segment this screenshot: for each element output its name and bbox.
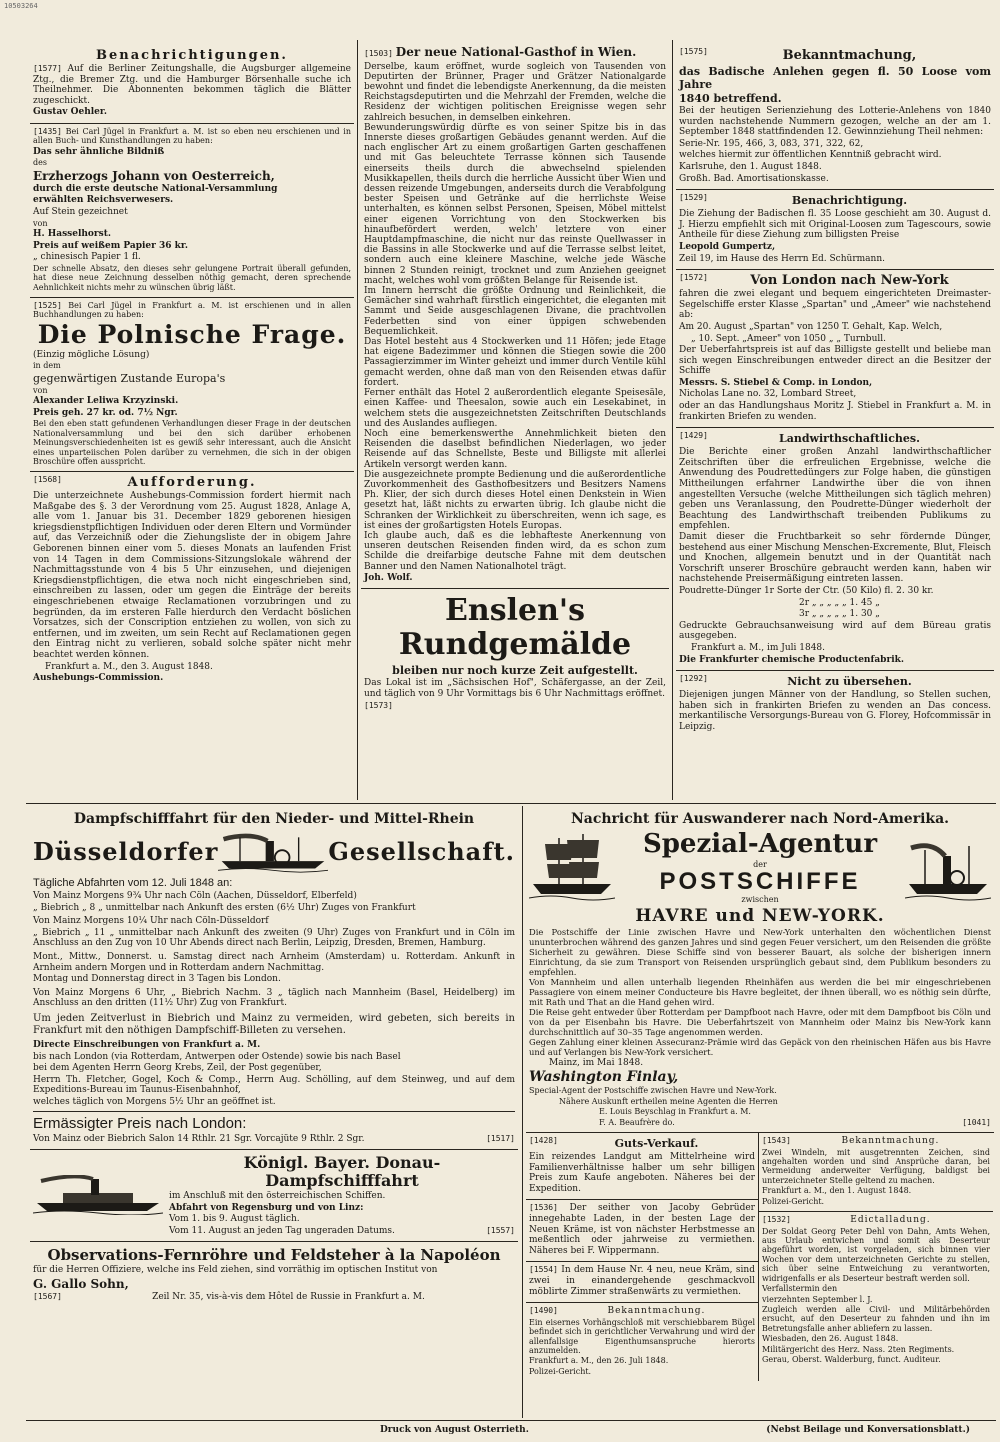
divider bbox=[33, 1111, 515, 1112]
ad-number: [1503] bbox=[364, 49, 393, 58]
ad-firm: Messrs. S. Stiebel & Comp. in London, bbox=[679, 377, 873, 388]
ad-title: Guts-Verkauf. bbox=[614, 1137, 699, 1151]
ad-title: Königl. Bayer. Donau-Dampfschifffahrt bbox=[243, 1153, 441, 1191]
ad-line: bis nach London (via Rotterdam, Antwerpen oder Ostende) sowie bis nach Basel bbox=[33, 1051, 401, 1062]
ad-date: Frankfurt a. M., den 3. August 1848. bbox=[45, 661, 213, 672]
ad-number: [1435] bbox=[33, 126, 62, 136]
ad-company-right: Gesellschaft. bbox=[328, 837, 515, 866]
ad-schedule-row: Mont., Mittw., Donnerst. u. Samstag direct nach Arnheim (Amsterdam) u. Rotterdam. Ankunft in Arnheim andern Morgen und in Rotterdam andern Nachmittag. bbox=[33, 951, 515, 973]
ad-number: [1567] bbox=[33, 1292, 62, 1302]
ad-portrait bbox=[30, 124, 354, 298]
ad-text: Die unterzeichnete Aushebungs-Commission fordert hiermit nach Maßgabe des §. 3 der Verordnung vom 25. August 1828, Anlage A, alle vom 1. Januar bis 31. December 1829 geborenen hiesigen kriegsdienstpflichtigen Individuen oder deren Eltern und Vormünder auf, das Verzeichniß oder die Ziehungsliste der in obigem Jahre Geborenen binnen einer vom 5. dieses Monats an laufenden Frist von 14 Tagen in dem Commissions-Sitzungslokale während der Nachmittagsstunde von 4 bis 5 Uhr einzusehen, und diejenigen Kriegsdienstpflichtigen, die etwa noch nicht eingeschrieben sind, einschreiben zu lassen, oder um gegen die Einträge der bereits eingeschriebenen etwaige Reclamationen vorzubringen und zu begründen, da im ersteren Falle hierdurch den Verdacht böslichen Vorsatzes, sich der Conscription entziehen zu wollen, von sich zu entfernen, und im zweiten, um sein Recht auf Reclamationen gegen den Eintrag nicht zu verlieren, sobald solche später nicht mehr beachtet werden können. bbox=[33, 491, 351, 660]
ad-date: Frankfurt a. M., im Juli 1848. bbox=[691, 642, 826, 653]
ad-signature: Aushebungs-Commission. bbox=[33, 673, 164, 684]
small-ads-row bbox=[526, 1133, 994, 1381]
ad-text: Nähere Auskunft ertheilen meine Agenten die Herren bbox=[559, 1096, 778, 1106]
ad-text: Zugleich werden alle Civil- und Militärbehörden ersucht, auf den Deserteur zu fahnden und ihn im Betretungsfalle anher abliefern zu lassen. bbox=[762, 1304, 990, 1333]
ad-national-gasthof bbox=[361, 44, 669, 589]
ad-schedule-row: Von Mainz Morgens 10¼ Uhr nach Cöln-Düsseldorf bbox=[33, 916, 269, 927]
ad-line: Verfallstermin den bbox=[762, 1284, 838, 1294]
ad-number: [1525] bbox=[33, 300, 62, 310]
bottom-right-column bbox=[526, 808, 994, 1418]
section-rule bbox=[26, 803, 996, 804]
ad-line: bei dem Agenten Herrn Georg Krebs, Zeil, der Post gegenüber, bbox=[33, 1063, 322, 1074]
ad-address: Zeil Nr. 35, vis-à-vis dem Hôtel de Russie in Frankfurt a. M. bbox=[152, 1292, 425, 1303]
ad-headline: Die Polnische Frage. bbox=[37, 319, 347, 349]
footer-rule bbox=[26, 1420, 996, 1421]
ad-price: Preis geh. 27 kr. od. 7½ Ngr. bbox=[33, 407, 178, 418]
ad-text: Bei den eben statt gefundenen Verhandlungen dieser Frage in der deutschen Nationalversammlung und bei den sich darüber erhobenen Meinungsverschiedenheiten ist es gewiß sehr interessant, auch die Ansicht eines unparteiischen Polen darüber zu vernehmen, die sich in der obigen Broschüre offen ausspricht. bbox=[33, 419, 351, 466]
column-rule bbox=[672, 40, 673, 800]
ad-line: Abfahrt von Regensburg und von Linz: bbox=[169, 1202, 364, 1213]
ad-badische-anlehen bbox=[676, 44, 994, 190]
ad-line: Auf Stein gezeichnet bbox=[33, 206, 128, 217]
ad-line: welches täglich von Morgens 5½ Uhr an geöffnet ist. bbox=[33, 1096, 276, 1107]
ad-title: Spezial-Agentur bbox=[642, 829, 878, 859]
ad-agent: E. Louis Beyschlag in Frankfurt a. M. bbox=[599, 1107, 751, 1117]
ad-newspaper-subscription bbox=[30, 44, 354, 124]
ad-edictalladung bbox=[759, 1212, 993, 1369]
ad-nicht-zu-uebersehen bbox=[676, 671, 994, 737]
ad-signature: Die Frankfurter chemische Productenfabrik. bbox=[679, 654, 905, 665]
column-2 bbox=[361, 44, 669, 800]
ad-subtitle: Tägliche Abfahrten vom 12. Juli 1848 an: bbox=[33, 877, 233, 889]
ad-number: [1573] bbox=[364, 700, 393, 710]
ad-address: Nicholas Lane no. 32, Lombard Street, bbox=[679, 389, 857, 400]
ad-text: Die Ziehung der Badischen fl. 35 Loose geschieht am 30. August d. J. Hierzu empfiehlt sich mit Original-Loosen zum Tagescours, sowie Antheile für diese Ziehung zum billigsten Preise bbox=[679, 209, 991, 241]
ad-line: H. Hasselhorst. bbox=[33, 228, 112, 239]
ad-text: Die Postschiffe der Linie zwischen Havre und New-York unterhalten den wöchentlichen Dienst ununterbrochen während des ganzen Jahres und sind gegen Feuer versichert, um den Reisenden die größte Sicherheit zu gewähren. Diese Schiffe sind von besserer Bauart, als solche der bisherigen innern Einrichtung, da sie zum Transport von Reisenden ursprünglich gebaut sind, dem Publikum besonders zu empfehlen. Von Mannheim und allen unterhalb liegenden Rheinhäfen aus werden die bei mir eingeschriebenen Passagiere von einem meiner Conducteure bis Havre begleitet, der ihnen überall, wo es nöthig sein dürfte, mit Rath und That an die Hand gehen wird. Die Reise geht entweder über Rotterdam per Dampfboot nach Havre, oder mit dem Dampfboot bis Cöln und von da per Eisenbahn bis Havre. Die Ueberfahrtszeit von Mannheim oder Mainz bis New-York kann durchschnittlich auf 30–35 Tage angenommen werden. Gegen Zahlung einer kleinen Assecuranz-Prämie wird das Gepäck von den rheinischen Häfen aus bis Havre und auf Verlangen bis New-York versichert. bbox=[529, 926, 991, 1057]
ad-title: Dampfschifffahrt für den Nieder- und Mittel-Rhein bbox=[73, 811, 475, 827]
ad-headline: Erzherzogs Johann von Oesterreich, bbox=[33, 168, 275, 183]
ad-signature: Gerau, Oberst. Walderburg, funct. Auditeur. bbox=[762, 1354, 941, 1364]
steamship-icon bbox=[218, 830, 328, 874]
ad-headline: Nachricht für Auswanderer nach Nord-Amerika. bbox=[570, 811, 950, 827]
ad-text: Zwei Windeln, mit ausgetrennten Zeichen, sind angehalten worden und sind Ansprüche daran, bei Vermeidung anderweiter Verfügung, baldigst bei unterzeichneter Stelle geltend zu machen. bbox=[762, 1147, 990, 1185]
ad-polish-question bbox=[30, 298, 354, 472]
ad-text: Auf die Berliner Zeitungshalle, die Augsburger allgemeine Ztg., die Bremer Ztg. und die Hamburger Börsenhalle suche ich Theilnehmer. Die Abonnenten bekommen täglich die Blätter zugeschickt. bbox=[33, 64, 351, 106]
ad-summons bbox=[30, 472, 354, 688]
ad-company-left: Düsseldorfer bbox=[33, 837, 219, 866]
ad-title: Bekanntmachung. bbox=[841, 1136, 940, 1147]
ad-agent: F. A. Beaufrère do. bbox=[599, 1117, 675, 1127]
steamship-icon bbox=[33, 1175, 163, 1215]
ad-line: Directe Einschreibungen von Frankfurt a. M. bbox=[33, 1039, 261, 1050]
ad-line: zwischen bbox=[741, 895, 779, 905]
ad-number: [1490] bbox=[529, 1306, 558, 1316]
ad-text: Das Lokal ist im „Sächsischen Hof", Schäfergasse, an der Zeil, und täglich von 9 Uhr Vormittags bis 6 Uhr Nachmittags eröffnet. bbox=[364, 678, 666, 699]
ad-number: [1428] bbox=[529, 1136, 558, 1146]
ad-signature-title: Special-Agent der Postschiffe zwischen Havre und New-York. bbox=[529, 1086, 777, 1096]
ad-line: Herrn Th. Fletcher, Gogel, Koch & Comp., Herrn Aug. Schölling, auf dem Steinweg, und auf dem Expeditions-Bureau im Taunus-Eisenbahnhof, bbox=[33, 1074, 515, 1096]
ad-line: Das sehr ähnliche Bildniß bbox=[33, 146, 165, 157]
ad-london-newyork bbox=[676, 270, 994, 428]
ad-price: Von Mainz oder Biebrich Salon 14 Rthlr. 21 Sgr. Vorcajüte 9 Rthlr. 2 Sgr. bbox=[33, 1133, 365, 1144]
ad-schedule-row: Montag und Donnerstag direct in 3 Tagen bis London. bbox=[33, 974, 281, 985]
column-rule bbox=[522, 806, 523, 1418]
ad-number: [1429] bbox=[679, 431, 708, 441]
ad-number: [1543] bbox=[762, 1136, 791, 1146]
ad-landwirthschaftliches bbox=[676, 428, 994, 671]
ad-headline: Enslen's Rundgemälde bbox=[398, 593, 632, 663]
ad-date: Frankfurt a. M., den 1. August 1848. bbox=[762, 1186, 912, 1196]
ad-signature: Polizei-Gericht. bbox=[762, 1196, 825, 1206]
ad-sailing: Am 20. August „Spartan" von 1250 T. Gehalt, Kap. Welch, bbox=[679, 321, 943, 332]
ad-line: Alexander Leliwa Krzyzinski. bbox=[33, 396, 179, 407]
ad-text: welches hiermit zur öffentlichen Kenntniß gebracht wird. bbox=[679, 150, 942, 161]
ad-text: Der Ueberfahrtspreis ist auf das Billigste gestellt und beliebe man sich wegen Einschreibungen entweder direct an die Besitzer der Schiffe bbox=[679, 345, 991, 377]
ad-signature: Washington Finlay, bbox=[529, 1069, 679, 1086]
ad-text: Der Soldat Georg Peter Dehl von Dahn, Amts Wehen, aus Urlaub entwichen und somit als Deserteur abgeführt worden, ist vorgeladen, sich binnen vier Wochen vor dem unterzeichneten Gerichte zu stellen, sich über seine Entweichung zu verantworten, widrigenfalls er als Deserteur bestraft werden soll. bbox=[762, 1226, 990, 1283]
ad-text: Die Berichte einer großen Anzahl landwirthschaftlicher Zeitschriften über die erfreulichen Ergebnisse, welche die Anwendung des Poudrettedüngers zur Folge haben, die günstigen Mittheilungen erfahrner Landwirthe über die von ihnen angestellten Versuche (welche Mittheilungen sich täglich mehren) geben uns Veranlassung, den Poudrette-Dünger wiederholt der Beachtung des Landwirthschaft treibenden Publikums zu empfehlen. Damit dieser die Fruchtbarkeit so sehr fördernde Dünger, bestehend aus einer Mischung Menschen-Excremente, Blut, Fleisch und Knochen, allgemein benutzt und in der Quantität nach Vorschrift unserer Broschüre gebraucht werden kann, haben wir nachstehende Preisermäßigung eintreten lassen. bbox=[679, 447, 991, 585]
ad-number: [1557] bbox=[486, 1225, 515, 1235]
ad-benachrichtigung bbox=[676, 190, 994, 270]
ad-subtitle: 1840 betreffend. bbox=[679, 92, 782, 105]
small-ads-right bbox=[759, 1133, 993, 1381]
ad-title: Benachrichtigung. bbox=[791, 194, 908, 208]
footer-note: (Nebst Beilage und Konversationsblatt.) bbox=[766, 1425, 970, 1435]
ad-text: Ein reizendes Landgut am Mittelrheine wird Familienverhältnisse halber um sehr billigen Preis zum Kaufe angeboten. Näheres bei der Expedition. bbox=[529, 1152, 755, 1194]
ad-text: Der seither von Jacoby Gebrüder innegehabte Laden, in der besten Lage der Neuen Kräme, ist von nächster Herbstmesse an meßentlich oder jahrweise zu vermiethen. Näheres bei F. Wippermann. bbox=[529, 1203, 755, 1256]
ad-text: Bei der heutigen Serienziehung des Lotterie-Anlehens von 1840 wurden nachstehende Nummern gezogen, welche an der am 1. September 1848 stattfindenden 12. Gewinnziehung Theil nehmen: bbox=[679, 106, 991, 138]
ad-field-glasses bbox=[30, 1242, 518, 1307]
ad-signature: Joh. Wolf. bbox=[364, 572, 413, 583]
ad-title: Nicht zu übersehen. bbox=[787, 675, 912, 689]
ad-route: HAVRE und NEW-YORK. bbox=[635, 905, 885, 926]
ad-line: durch die erste deutsche National-Versammlung bbox=[33, 183, 278, 194]
ad-schedule-row: „ Biebrich „ 8 „ unmittelbar nach Ankunft des ersten (6½ Uhr) Zuges von Frankfurt bbox=[33, 902, 416, 913]
ad-series-numbers: Serie-Nr. 195, 466, 3, 083, 371, 322, 62, bbox=[679, 138, 864, 149]
ad-line: gegenwärtigen Zustande Europa's bbox=[33, 371, 226, 385]
ad-subtitle: bleiben nur noch kurze Zeit aufgestellt. bbox=[392, 664, 638, 678]
ad-title: Benachrichtigungen. bbox=[96, 48, 288, 63]
small-ads-left bbox=[526, 1133, 759, 1381]
ad-line: Vom 11. August an jeden Tag ungeraden Datums. bbox=[169, 1225, 395, 1236]
ad-line: für die Herren Offiziere, welche ins Feld ziehen, sind vorräthig im optischen Institut von bbox=[33, 1265, 438, 1276]
ad-zimmer bbox=[526, 1262, 758, 1303]
ad-laden bbox=[526, 1200, 758, 1262]
ad-title: Aufforderung. bbox=[127, 475, 257, 490]
ad-line: des bbox=[33, 158, 47, 168]
ad-intro: Bei Carl Jügel in Frankfurt a. M. ist so eben neu erschienen und in allen Buch- und Kunsthandlungen zu haben: bbox=[33, 126, 351, 146]
ad-line: im Anschluß mit den österreichischen Schiffen. bbox=[169, 1191, 386, 1202]
ad-title: Observations-Fernröhre und Feldsteher à la Napoléon bbox=[47, 1246, 501, 1265]
ad-line: vierzehnten September l. J. bbox=[762, 1294, 873, 1304]
ad-address: Zeil 19, im Hause des Herrn Ed. Schürmann. bbox=[679, 253, 885, 264]
ad-number: [1292] bbox=[679, 674, 708, 684]
ad-price: Preis auf weißem Papier 36 kr. bbox=[33, 240, 188, 251]
ad-date: Karlsruhe, den 1. August 1848. bbox=[679, 161, 822, 172]
ad-signature: Gustav Oehler. bbox=[33, 107, 107, 118]
ad-title: Von London nach New-York bbox=[750, 273, 949, 289]
ad-signature: Großh. Bad. Amortisationskasse. bbox=[679, 173, 829, 184]
ad-line: in dem bbox=[33, 361, 61, 371]
steamship-icon bbox=[905, 830, 991, 902]
ad-price: 3r „ „ „ „ „ 1. 30 „ bbox=[799, 609, 880, 620]
column-3 bbox=[676, 44, 994, 800]
ad-windeln bbox=[759, 1133, 993, 1212]
ad-enslen-panorama bbox=[361, 589, 669, 716]
ad-guts-verkauf bbox=[526, 1133, 758, 1200]
ad-line: von bbox=[33, 385, 48, 395]
ad-number: [1041] bbox=[962, 1117, 991, 1127]
ad-danube-steamers bbox=[30, 1150, 518, 1242]
ad-line: (Einzig mögliche Lösung) bbox=[33, 349, 150, 360]
ad-schedule-row: „ Biebrich „ 11 „ unmittelbar nach Ankunft des zweiten (9 Uhr) Zuges von Frankfurt und in Cöln im Anschluss an den Zug von 10 Uhr Abends direct nach Berlin, Leipzig, Dresden, Bremen, Hamburg. bbox=[33, 927, 515, 949]
ad-line: von bbox=[33, 218, 48, 228]
bottom-left-column bbox=[30, 808, 518, 1418]
ad-number: [1517] bbox=[486, 1133, 515, 1143]
ad-vorhaengschloss bbox=[526, 1303, 758, 1381]
ad-title: Landwirthschaftliches. bbox=[778, 432, 920, 446]
ad-text: Gedruckte Gebrauchsanweisung wird auf dem Büreau gratis ausgegeben. bbox=[679, 620, 991, 642]
ad-title: Der neue National-Gasthof in Wien. bbox=[395, 45, 637, 59]
ad-title: Bekanntmachung, bbox=[782, 48, 917, 63]
ad-text: Der schnelle Absatz, den dieses sehr gelungene Portrait überall gefunden, hat diese neue Zeichnung desselben nöthig gemacht, deren sprechende Aehnlichkeit nichts mehr zu wünschen übrig läßt. bbox=[33, 263, 351, 292]
ad-subtitle: das Badische Anlehen gegen fl. 50 Loose vom Jahre bbox=[679, 65, 991, 91]
ad-text: Derselbe, kaum eröffnet, wurde sogleich von Tausenden von Deputirten der Brünner, Prager und Grätzer Nationalgarde bewohnt und findet die lebendigste Anerkennung, da die meisten Reichstagsdeputirten und die Mehrzahl der Fremden, welche die Residenz der wichtigen politischen Ereignisse wegen sehr zahlreich besuchen, in demselben einkehren. Bewunderungswürdig dürfte es von seiner Spitze bis in das Innerste dieses großartigen Gebäudes genannt werden. Auf die nach englischer Art zu einem großartigen Garten geschaffenen und mit Gas beleuchtete Terrasse können sich Tausende einerseits theils durch die abwechselnd spielenden Musikkapellen, theils durch die herrliche Aussicht über Wien und dessen reizende Umgebungen, anderseits durch die Verabfolgung bester Speisen und Getränke auf die herrlichste Weise unterhalten, es können selbst Personen, Speisen, Möbel mittelst einer eigenen Vorrichtung von den Stockwerken bis hinaufbefördert werden, welch' letztere von einer Hauptdampfmaschine, die nicht nur das reinste Quellwasser in die Bassins in alle Stockwerke und auf die Terrasse selbst leitet, sondern auch eine kleinere Maschine, welche jede Wäsche binnen 2 Stunden reinigt, trocknet und zum Anziehen geeignet macht, welches wohl vom größten Belange für Reisende ist. Im Innern herrscht die größte Ordnung und Reinlichkeit, die Gemächer sind wahrhaft fürstlich eingerichtet, die eleganten mit Sammt und Seide ausgeschlagenen Divane, die prachtvollen Federbetten sind von einer üppigen schwebenden Bequemlichkeit. Das Hotel besteht aus 4 Stockwerken und 11 Höfen; jede Etage hat eigene Badezimmer und können die Stiegen sowie die 200 Passagierzimmer im Winter geheizt und immer durch Ventile kühl gemacht werden, ohne daß man von den Reisenden etwas dafür fordert. Ferner enthält das Hotel 2 außerordentlich elegante Speisesäle, einen Kaffee- und Theesalon, sowie auch ein Lesekabinet, in welchem stets die ausgezeichnetsten Zeitschriften Deutschlands und des Auslandes aufliegen. Noch eine bemerkenswerthe Annehmlichkeit bieten den Reisenden die daselbst befindlichen Niederlagen, wo jeder Reisende auf das Schnellste, Beste und Billigste mit allerlei Artikeln versorgt werden kann. Die ausgezeichnete prompte Bedienung und die außerordentliche Zuvorkommenheit des Gasthofbesitzers und Besitzers Namens Ph. Klier, der sich durch dieses Hotel einen Denkstein in Wien gesetzt hat, läßt nichts zu erwarten übrig. Ich glaube nicht die Schranken der Wirklichkeit zu überschreiten, wenn ich sage, es ist eines der großartigsten Hotels Europas. Ich glaube auch, daß es die lebhafteste Anerkennung von unseren deutschen Reisenden finden wird, da es schon zum Schilde die dreifarbige deutsche Fahne mit dem deutschen Banner und den Namen Nationalhotel trägt. bbox=[364, 61, 667, 572]
ad-date: Frankfurt a. M., den 26. Juli 1848. bbox=[529, 1356, 669, 1366]
page-id: 10503264 bbox=[4, 2, 38, 10]
column-1 bbox=[30, 44, 354, 800]
ad-title-postschiffe: POSTSCHIFFE bbox=[659, 868, 861, 896]
ad-firm: G. Gallo Sohn, bbox=[33, 1277, 129, 1292]
ad-date: Wiesbaden, den 26. August 1848. bbox=[762, 1334, 899, 1344]
ad-emigration-agency bbox=[526, 808, 994, 1133]
column-rule bbox=[357, 40, 358, 800]
ad-number: [1536] bbox=[529, 1203, 558, 1213]
ad-schedule-row: Von Mainz Morgens 9¾ Uhr nach Cöln (Aachen, Düsseldorf, Elberfeld) bbox=[33, 891, 357, 901]
sailing-ship-icon bbox=[529, 830, 615, 902]
ad-text: oder an das Handlungshaus Moritz J. Stiebel in Frankfurt a. M. in frankirten Briefen zu wenden. bbox=[679, 401, 991, 422]
ad-number: [1554] bbox=[529, 1265, 558, 1275]
ad-schedule-row: Um jeden Zeitverlust in Biebrich und Mainz zu vermeiden, wird gebeten, sich bereits in Frankfurt mit den nöthigen Dampfschiff-Billeten zu versehen. bbox=[33, 1012, 515, 1036]
footer-printer: Druck von August Osterrieth. bbox=[380, 1425, 529, 1435]
ad-line: erwählten Reichsverwesers. bbox=[33, 195, 174, 206]
ad-price: 2r „ „ „ „ „ 1. 45 „ bbox=[799, 597, 880, 608]
ad-line: Vom 1. bis 9. August täglich. bbox=[169, 1214, 300, 1225]
ad-number: [1529] bbox=[679, 193, 708, 203]
ad-schedule-row: Von Mainz Morgens 6 Uhr, „ Biebrich Nachm. 3 „ täglich nach Mannheim (Basel, Heidelberg) im Anschluss an den dritten (11½ Uhr) Zug von Frankfurt. bbox=[33, 987, 515, 1009]
ad-number: [1577] bbox=[33, 64, 62, 73]
ad-text: fahren die zwei elegant und bequem eingerichteten Dreimaster-Segelschiffe erster Klasse „Spartan" und „Ameer" wie nachstehend ab: bbox=[679, 289, 991, 321]
ad-number: [1572] bbox=[679, 273, 708, 283]
ad-price: „ chinesisch Papier 1 fl. bbox=[33, 252, 141, 263]
ad-title: Edictalladung. bbox=[850, 1215, 931, 1226]
ad-signature: Polizei-Gericht. bbox=[529, 1366, 592, 1376]
ad-number: [1575] bbox=[679, 47, 708, 56]
ad-number: [1568] bbox=[33, 475, 62, 485]
ad-sailing: „ 10. Sept. „Ameer" von 1050 „ „ Turnbull. bbox=[691, 333, 886, 344]
ad-signature: Leopold Gumpertz, bbox=[679, 241, 776, 252]
ad-number: [1532] bbox=[762, 1215, 791, 1225]
ad-price-title: Ermässigter Preis nach London: bbox=[33, 1114, 247, 1132]
ad-date: Mainz, im Mai 1848. bbox=[549, 1057, 644, 1068]
ad-signature: Militärgericht des Herz. Nass. 2ten Regiments. bbox=[762, 1344, 955, 1354]
ad-rhine-steamers bbox=[30, 808, 518, 1150]
ad-intro: Bei Carl Jügel in Frankfurt a. M. ist erschienen und in allen Buchhandlungen zu haben: bbox=[33, 300, 352, 320]
ad-text: Ein eisernes Vorhängschloß mit verschiebbarem Bügel befindet sich in gerichtlicher Verwahrung und wird der allenfallsige Eigenthumsanspruche hierorts anzumelden. bbox=[529, 1317, 755, 1355]
ad-text: In dem Hause Nr. 4 neu, neue Kräm, sind zwei in einandergehende geschmackvoll möblirte Zimmer straßenwärts zu vermiethen. bbox=[529, 1265, 755, 1297]
ad-line: der bbox=[753, 860, 767, 869]
ad-price: Poudrette-Dünger 1r Sorte der Ctr. (50 Kilo) fl. 2. 30 kr. bbox=[679, 585, 934, 596]
ad-title: Bekanntmachung. bbox=[607, 1306, 706, 1317]
ad-text: Diejenigen jungen Männer von der Handlung, so Stellen suchen, haben sich in frankirten Briefen zu wenden an Das concess. merkantilische Versorgungs-Bureau von G. Florey, Hofcommissär in Leipzig. bbox=[679, 690, 991, 732]
